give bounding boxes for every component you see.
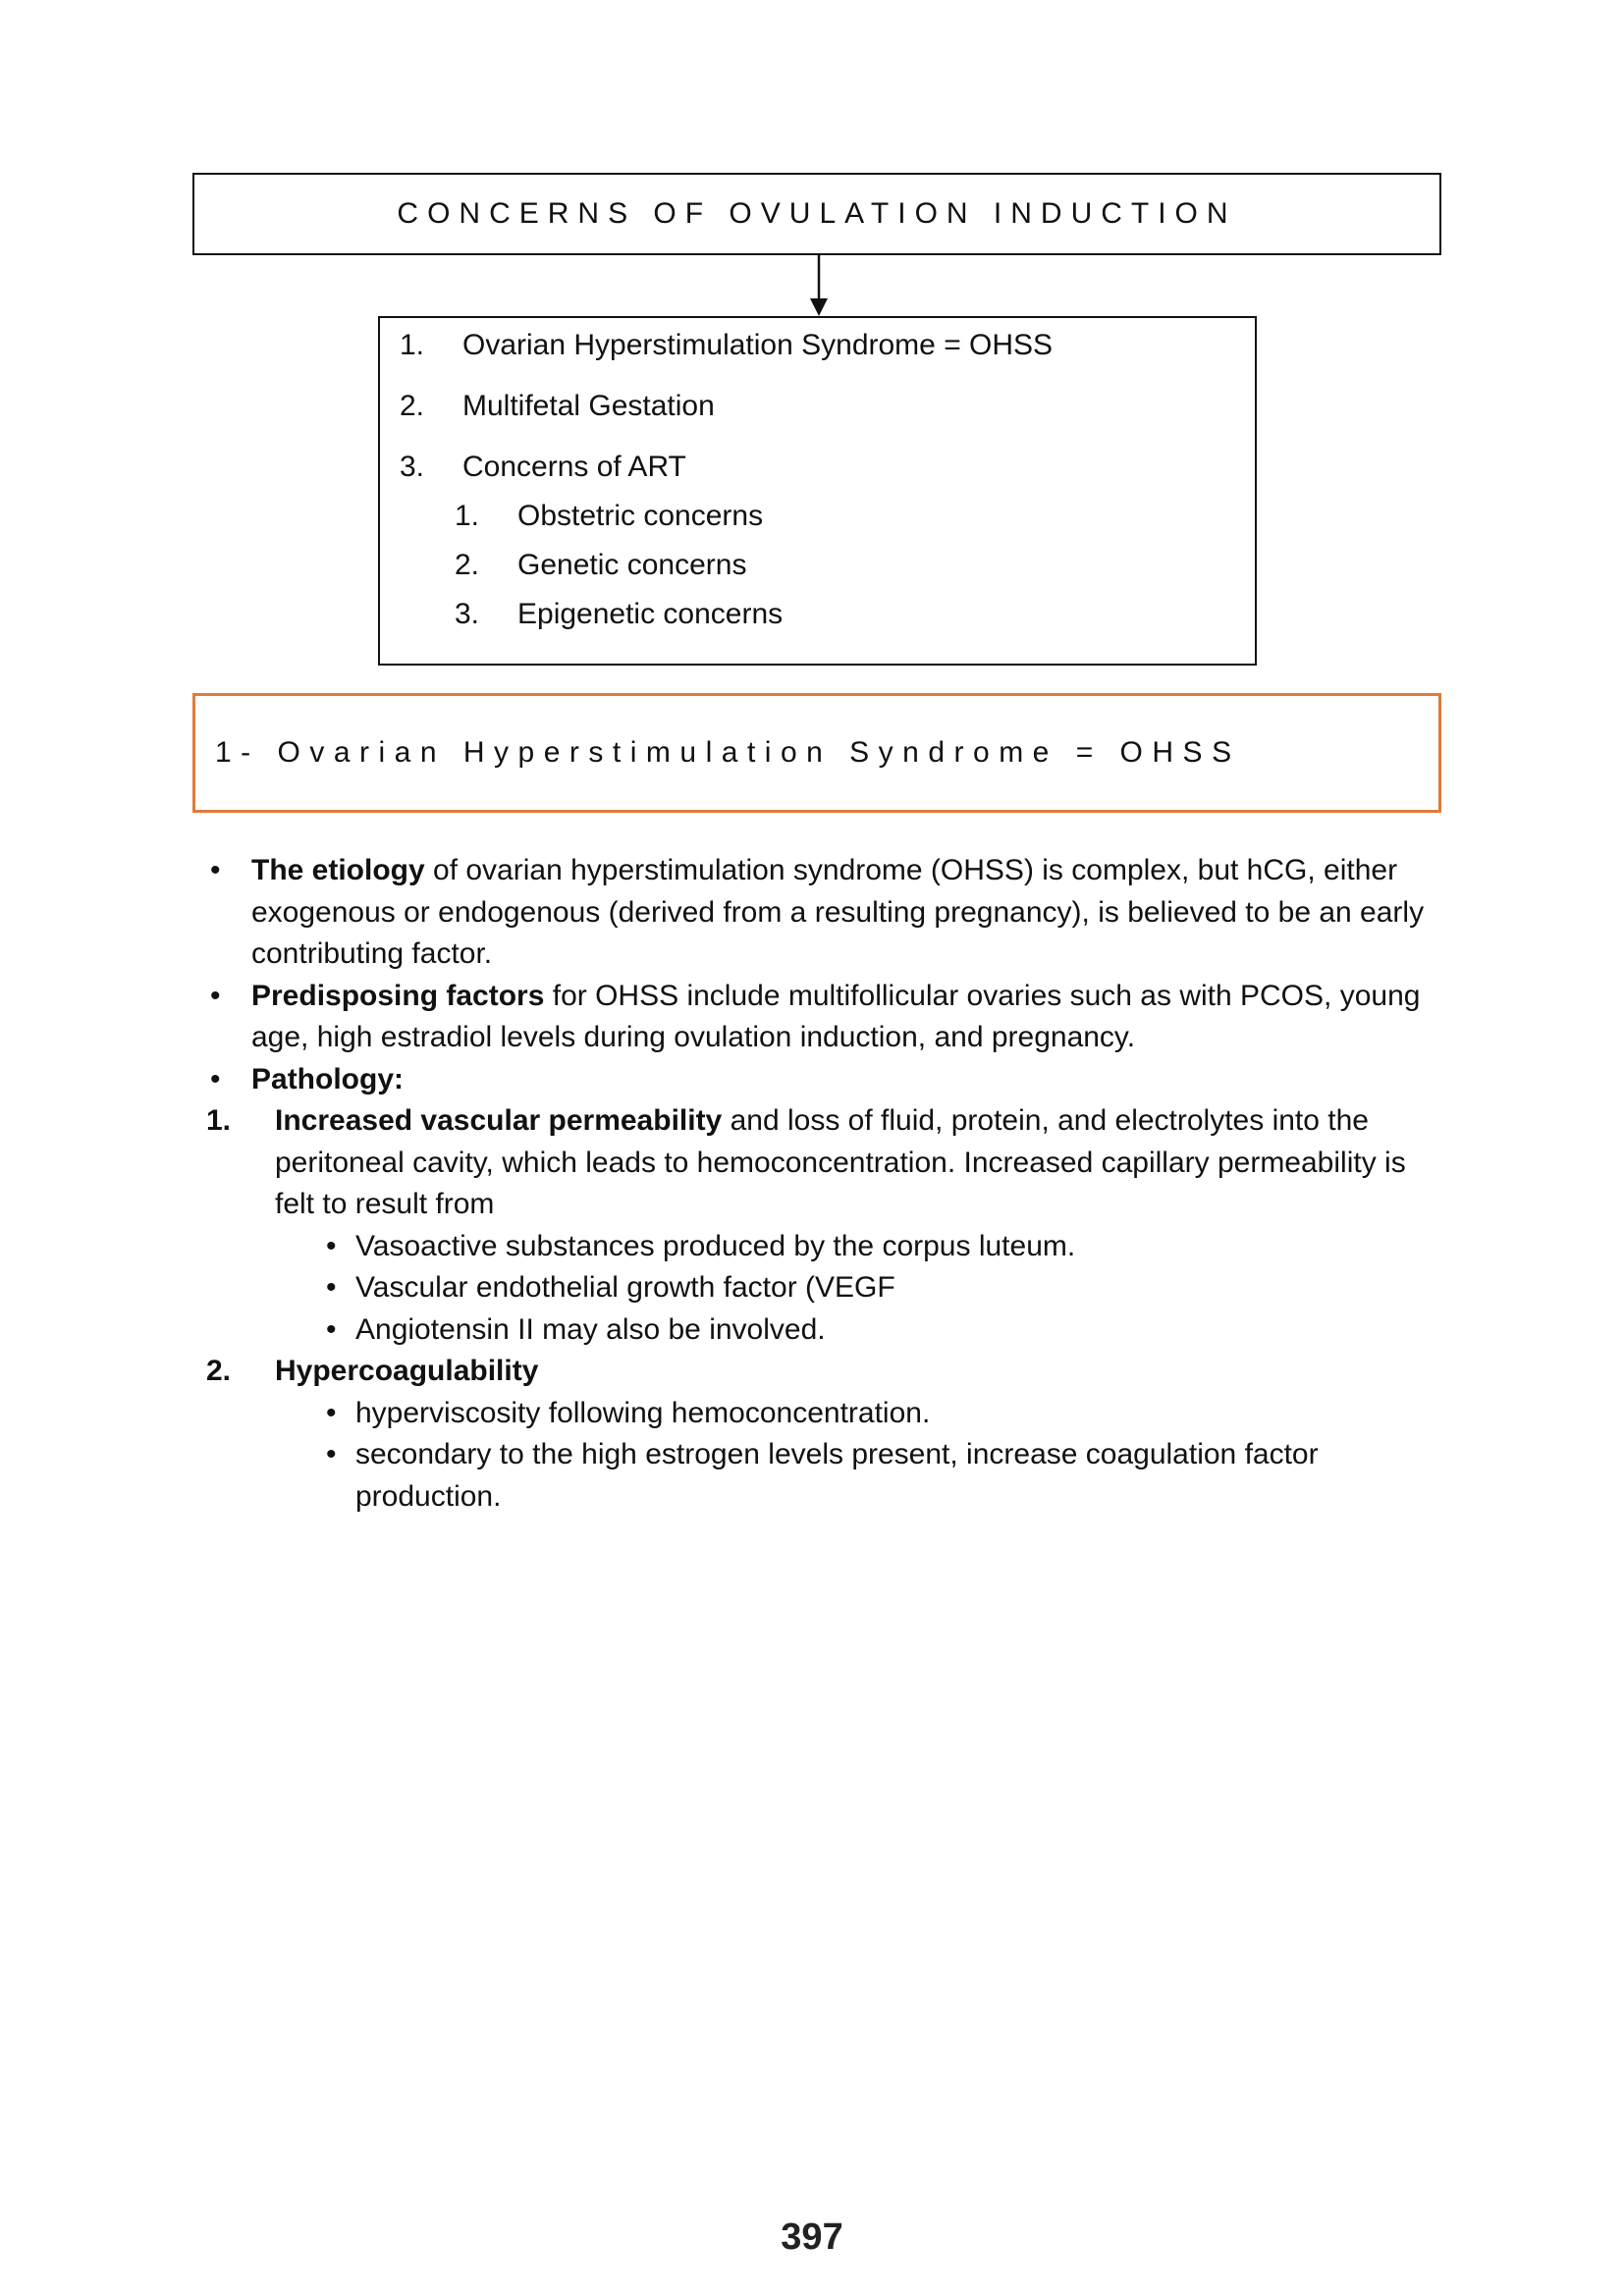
list-item — [400, 389, 1255, 424]
sub-list-item-number: 2. — [455, 549, 480, 581]
bullet-paragraph — [206, 976, 1443, 1059]
sub-bullet-text: Angiotensin II may also be involved. — [355, 1312, 826, 1346]
list-item-number: 2. — [400, 390, 425, 422]
sub-list-item-label: Genetic concerns — [517, 549, 747, 581]
bullet-paragraph — [206, 850, 1443, 976]
bullet-icon: • — [326, 1312, 337, 1346]
sub-list-item — [400, 548, 1255, 583]
paragraph-number: 1. — [206, 1104, 232, 1137]
bullet-icon: • — [326, 1396, 337, 1429]
pathology-heading: Pathology: — [251, 1062, 404, 1095]
bullet-icon: • — [210, 854, 221, 886]
bullet-icon: • — [326, 1438, 337, 1470]
list-item-label: Ovarian Hyperstimulation Syndrome = OHSS — [462, 329, 1054, 361]
list-item-number: 1. — [400, 329, 425, 361]
section-header-box — [192, 693, 1441, 813]
page-number: 397 — [781, 2216, 843, 2258]
sub-list-item-number: 1. — [455, 500, 480, 532]
numbered-paragraph — [206, 1351, 1443, 1393]
bullet-icon: • — [326, 1229, 337, 1262]
etiology-text: of ovarian hyperstimulation syndrome (OHSS) is complex, but hCG, either exogenous or endogenous (derived from a resulting pregnancy), is believed to be an early contributing factor. — [251, 854, 1425, 970]
list-item-label: Multifetal Gestation — [462, 390, 715, 422]
sub-bullet-text: secondary to the high estrogen levels present, increase coagulation factor production. — [355, 1438, 1319, 1513]
bullet-paragraph — [206, 1059, 1443, 1101]
body-content — [206, 850, 1443, 1518]
page-title: CONCERNS OF OVULATION INDUCTION — [397, 197, 1237, 230]
sub-bullet — [206, 1226, 1443, 1268]
hypercoagulability-term: Hypercoagulability — [275, 1355, 539, 1387]
bullet-icon: • — [326, 1271, 337, 1304]
sub-bullet — [206, 1434, 1443, 1518]
numbered-paragraph — [206, 1100, 1443, 1226]
sub-list-item-number: 3. — [455, 598, 480, 630]
sub-list-item-label: Obstetric concerns — [517, 500, 764, 532]
title-box — [192, 173, 1441, 255]
sub-list-item — [400, 499, 1255, 534]
sub-list-item — [400, 597, 1255, 632]
etiology-term: The etiology — [251, 854, 425, 886]
sub-bullet-text: hyperviscosity following hemoconcentration. — [355, 1396, 931, 1429]
section-title: 1- Ovarian Hyperstimulation Syndrome = OHSS — [215, 736, 1241, 769]
permeability-term: Increased vascular permeability — [275, 1104, 723, 1137]
sub-bullet — [206, 1393, 1443, 1435]
sub-bullet-text: Vascular endothelial growth factor (VEGF — [355, 1271, 895, 1304]
bullet-icon: • — [210, 979, 221, 1012]
permeability-text: and loss of fluid, protein, and electrolytes into the peritoneal cavity, which leads to hemoconcentration. Increased capillary permeability is felt to result from — [275, 1104, 1406, 1220]
predisposing-text: for OHSS include multifollicular ovaries such as with PCOS, young age, high estradiol levels during ovulation induction, and pregnancy. — [251, 979, 1421, 1053]
bullet-icon: • — [210, 1062, 221, 1095]
list-item — [400, 450, 1255, 485]
list-item-label: Concerns of ART — [462, 451, 686, 483]
paragraph-number: 2. — [206, 1355, 232, 1387]
predisposing-term: Predisposing factors — [251, 979, 545, 1012]
list-item — [400, 328, 1255, 363]
sub-bullet — [206, 1309, 1443, 1352]
sub-bullet-text: Vasoactive substances produced by the corpus luteum. — [355, 1229, 1076, 1262]
sub-bullet — [206, 1267, 1443, 1309]
concerns-list-box — [378, 316, 1257, 666]
list-item-number: 3. — [400, 451, 425, 483]
sub-list-item-label: Epigenetic concerns — [517, 598, 784, 630]
down-arrow-icon — [805, 255, 833, 318]
